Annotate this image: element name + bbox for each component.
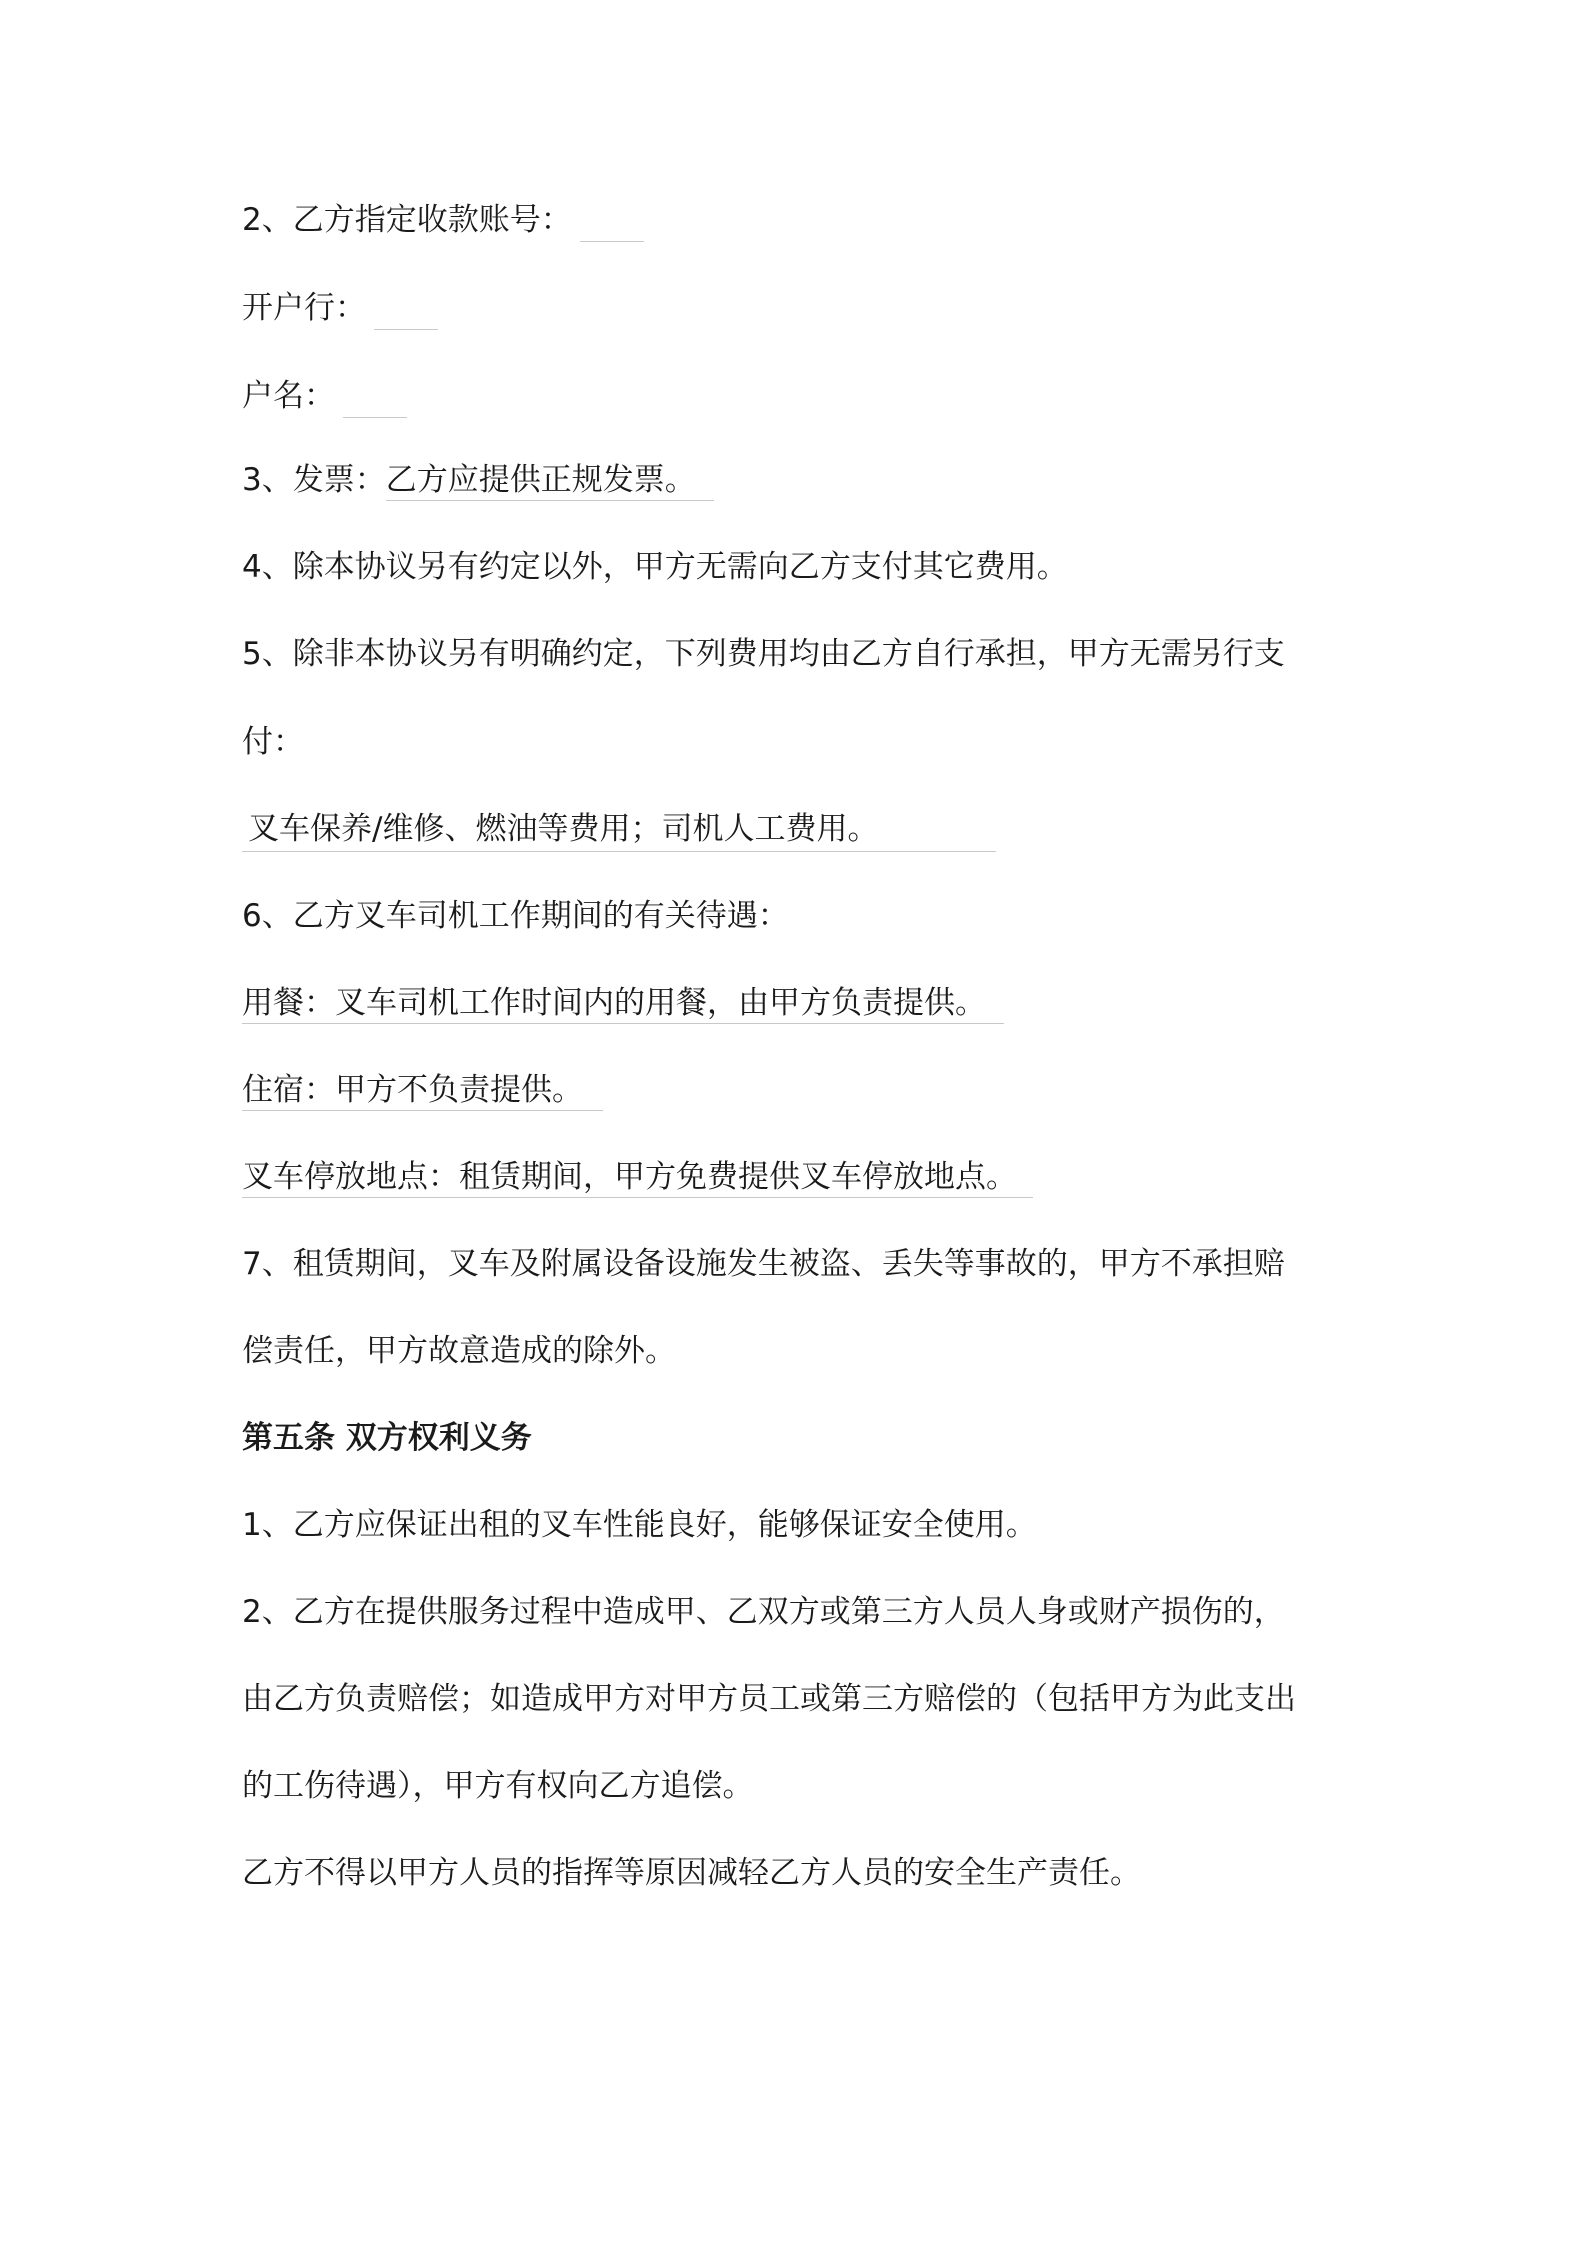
lodging-value: 住宿：甲方不负责提供。 [242,1072,603,1111]
article-5-clause-2-line-1: 2、乙方在提供服务过程中造成甲、乙双方或第三方人员人身或财产损伤的， [242,1594,1285,1630]
lodging-line [242,1068,603,1112]
clause-7-line-2: 偿责任，甲方故意造成的除外。 [242,1333,676,1369]
parking-line [242,1155,1033,1199]
invoice-value: 乙方应提供正规发票。 [386,462,714,501]
meals-value: 用餐：叉车司机工作时间内的用餐，由甲方负责提供。 [242,985,1004,1024]
bank-line [242,286,438,330]
account-name-blank [343,387,407,418]
section-title-article-5: 第五条 双方权利义务 [242,1420,532,1456]
bank-blank [374,299,438,330]
payment-account-blank [580,211,644,242]
clause-7-line-1: 7、租赁期间，叉车及附属设备设施发生被盗、丢失等事故的，甲方不承担赔 [242,1246,1285,1282]
payment-account-line [242,198,644,242]
article-5-clause-2-line-2: 由乙方负责赔偿；如造成甲方对甲方员工或第三方赔偿的（包括甲方为此支出 [242,1681,1296,1717]
article-5-clause-2-line-3: 的工伤待遇），甲方有权向乙方追偿。 [242,1768,754,1804]
clause-5-line-2: 付： [242,724,304,760]
costs-value: 叉车保养/维修、燃油等费用；司机人工费用。 [242,807,996,852]
meals-line [242,981,1004,1025]
invoice-line [242,458,714,502]
clause-4: 4、除本协议另有约定以外，甲方无需向乙方支付其它费用。 [242,549,1068,585]
invoice-label: 3、发票： [242,462,386,498]
article-5-clause-1: 1、乙方应保证出租的叉车性能良好，能够保证安全使用。 [242,1507,1037,1543]
safety-responsibility-line: 乙方不得以甲方人员的指挥等原因减轻乙方人员的安全生产责任。 [242,1855,1141,1891]
parking-value: 叉车停放地点：租赁期间，甲方免费提供叉车停放地点。 [242,1159,1033,1198]
clause-5-line-1: 5、除非本协议另有明确约定，下列费用均由乙方自行承担，甲方无需另行支 [242,636,1285,672]
costs-line [242,807,996,852]
clause-6: 6、乙方叉车司机工作期间的有关待遇： [242,898,789,934]
bank-label: 开户行： [242,290,366,326]
account-name-label: 户名： [242,378,335,414]
account-name-line [242,374,407,418]
payment-account-label: 2、乙方指定收款账号： [242,202,572,238]
